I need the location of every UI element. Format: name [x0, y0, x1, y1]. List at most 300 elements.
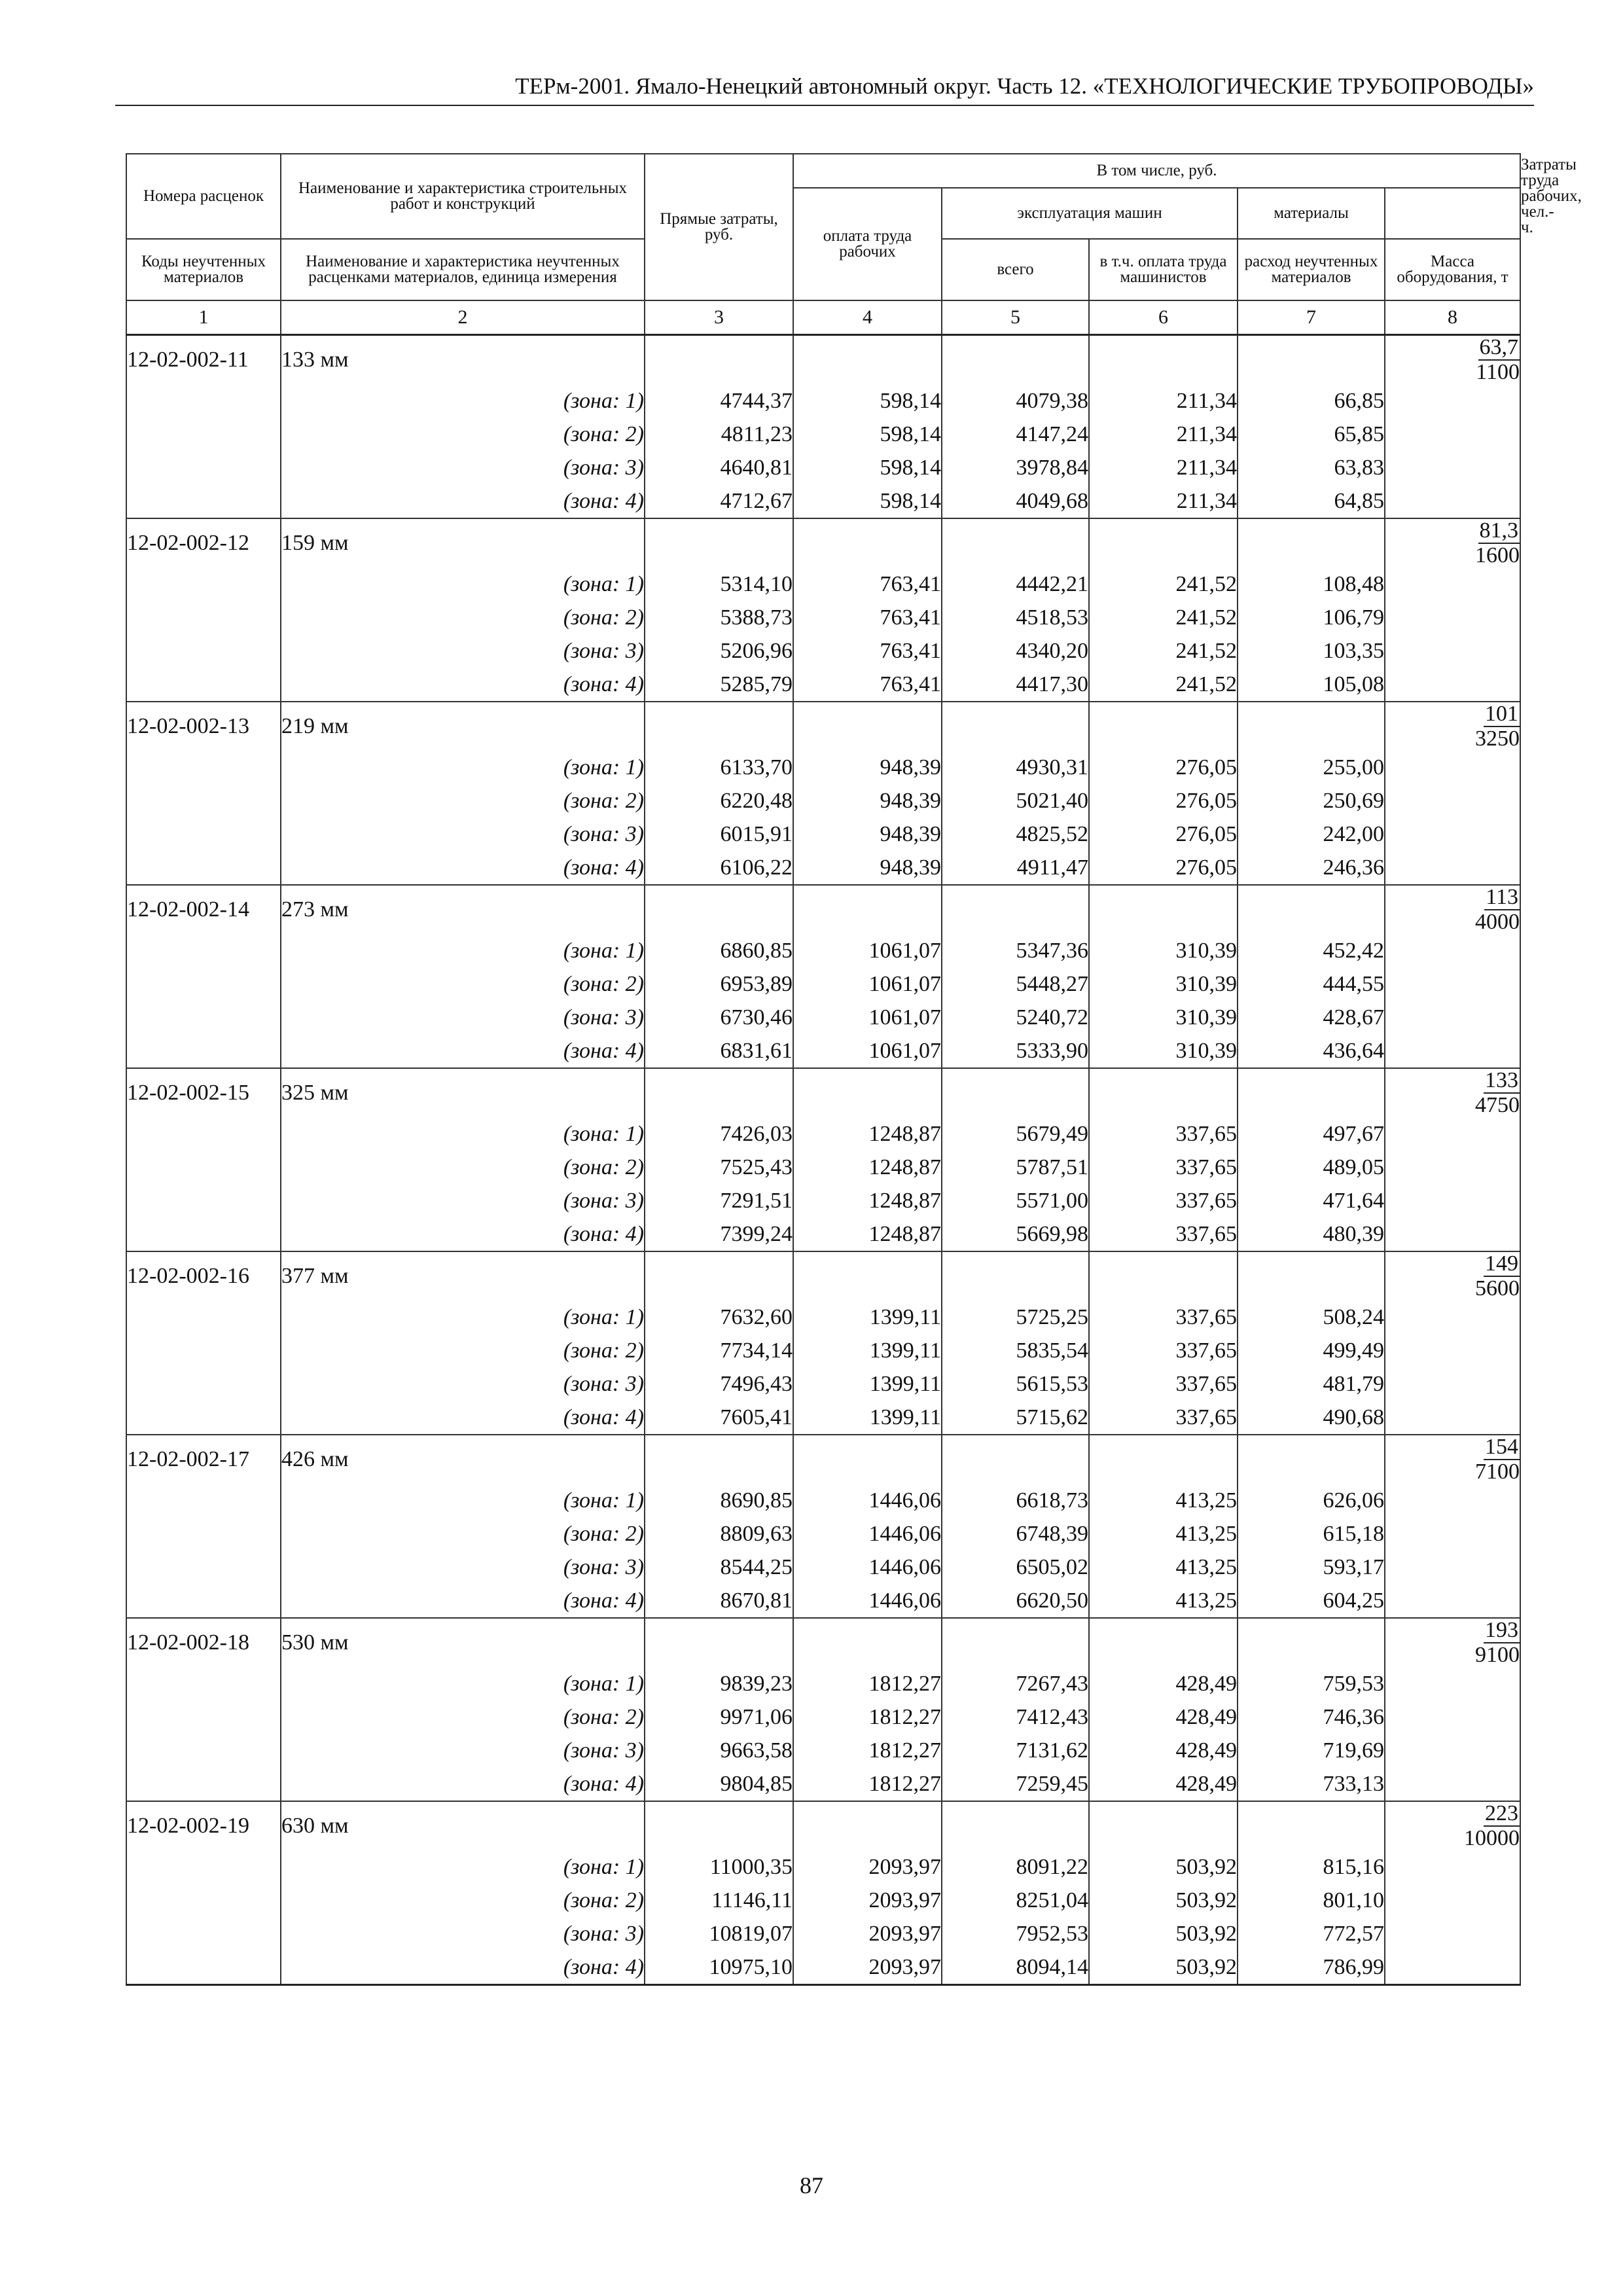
empty-cell: [1385, 1484, 1520, 1517]
empty-cell: [942, 885, 1089, 934]
empty-cell: [942, 518, 1089, 567]
zone-row: [126, 1884, 1520, 1917]
rate-title-row: [126, 1801, 1520, 1850]
empty-cell: [1385, 1734, 1520, 1767]
machines-total-value: 4049,68: [942, 484, 1089, 518]
empty-cell: [126, 1300, 281, 1334]
machines-total-value: 5835,54: [942, 1334, 1089, 1367]
empty-cell: [1238, 1435, 1385, 1484]
zone-label: (зона: 3): [281, 817, 645, 851]
rate-title-row: [126, 335, 1520, 385]
empty-cell: [793, 335, 942, 385]
pipe-diameter: 273 мм: [281, 885, 645, 934]
header-material-names: Наименование и характеристика неучтенных расценками материалов, единица измерения: [281, 239, 645, 300]
empty-cell: [126, 451, 281, 484]
empty-cell: [126, 1950, 281, 1985]
rate-title-row: [126, 1618, 1520, 1667]
machines-total-value: 5787,51: [942, 1151, 1089, 1184]
empty-cell: [942, 1435, 1089, 1484]
empty-cell: [1385, 1217, 1520, 1251]
machines-labor-value: 413,25: [1089, 1517, 1238, 1551]
empty-cell: [126, 1734, 281, 1767]
machines-total-value: 7952,53: [942, 1917, 1089, 1950]
column-number: 8: [1385, 300, 1520, 335]
machines-total-value: 5571,00: [942, 1184, 1089, 1217]
direct-costs-value: 6831,61: [645, 1034, 793, 1068]
labor-pay-value: 598,14: [793, 418, 942, 451]
pipe-diameter: 530 мм: [281, 1618, 645, 1667]
rate-title-row: [126, 702, 1520, 751]
pipe-diameter: 325 мм: [281, 1068, 645, 1117]
labor-pay-value: 1061,07: [793, 934, 942, 967]
empty-cell: [1238, 335, 1385, 385]
machines-labor-value: 211,34: [1089, 418, 1238, 451]
materials-value: 490,68: [1238, 1401, 1385, 1435]
direct-costs-value: 4744,37: [645, 384, 793, 418]
empty-cell: [126, 1401, 281, 1435]
machines-labor-value: 310,39: [1089, 1001, 1238, 1034]
direct-costs-value: 4640,81: [645, 451, 793, 484]
header-rate-numbers: Номера расценок: [126, 154, 281, 239]
zone-row: [126, 634, 1520, 668]
zone-label: (зона: 1): [281, 567, 645, 601]
empty-cell: [1089, 1618, 1238, 1667]
machines-total-value: 4518,53: [942, 601, 1089, 634]
empty-cell: [126, 751, 281, 784]
empty-cell: [1385, 451, 1520, 484]
zone-label: (зона: 1): [281, 1300, 645, 1334]
table-header: Номера расценок Наименование и характеристика строительных работ и конструкций Прямые затраты, руб. В том числе, руб. Затраты труда рабочих, чел.-ч. оплата труда рабочих эксплуатация машин материалы Коды неучтенных материалов Наименование и характеристика неучтенных расценками материалов, единица измерения всего в т.ч. оплата труда машинистов расход неучтенных материалов Масса оборудования, т 1 2 3 4 5 6 7 8: [126, 154, 1520, 335]
pipe-diameter: 630 мм: [281, 1801, 645, 1850]
machines-total-value: 5715,62: [942, 1401, 1089, 1435]
machines-labor-value: 337,65: [1089, 1117, 1238, 1151]
direct-costs-value: 7632,60: [645, 1300, 793, 1334]
materials-value: 481,79: [1238, 1367, 1385, 1401]
empty-cell: [126, 1517, 281, 1551]
empty-cell: [126, 1551, 281, 1584]
machines-labor-value: 413,25: [1089, 1484, 1238, 1517]
empty-cell: [1089, 1801, 1238, 1850]
labor-pay-value: 1812,27: [793, 1700, 942, 1734]
direct-costs-value: 4811,23: [645, 418, 793, 451]
zone-row: [126, 1401, 1520, 1435]
rate-code: 12-02-002-13: [126, 702, 281, 751]
empty-cell: [645, 1251, 793, 1300]
empty-cell: [1385, 1034, 1520, 1068]
direct-costs-value: 8690,85: [645, 1484, 793, 1517]
zone-row: [126, 1300, 1520, 1334]
machines-total-value: 4825,52: [942, 817, 1089, 851]
page-number: 87: [800, 2172, 823, 2198]
zone-row: [126, 1001, 1520, 1034]
rate-code: 12-02-002-18: [126, 1618, 281, 1667]
empty-cell: [1385, 851, 1520, 885]
machines-labor-value: 241,52: [1089, 567, 1238, 601]
rate-code: 12-02-002-14: [126, 885, 281, 934]
empty-cell: [1385, 1551, 1520, 1584]
empty-cell: [1238, 1251, 1385, 1300]
empty-cell: [1385, 1584, 1520, 1618]
machines-total-value: 4340,20: [942, 634, 1089, 668]
direct-costs-value: 7496,43: [645, 1367, 793, 1401]
labor-pay-value: 948,39: [793, 817, 942, 851]
zone-row: [126, 967, 1520, 1001]
zone-label: (зона: 4): [281, 1034, 645, 1068]
zone-row: [126, 851, 1520, 885]
empty-cell: [793, 518, 942, 567]
direct-costs-value: 6730,46: [645, 1001, 793, 1034]
labor-mass-fraction: [1385, 335, 1520, 385]
labor-pay-value: 1399,11: [793, 1300, 942, 1334]
zone-label: (зона: 2): [281, 967, 645, 1001]
zone-label: (зона: 2): [281, 1334, 645, 1367]
direct-costs-value: 7426,03: [645, 1117, 793, 1151]
equipment-mass-value: 9100: [1475, 1643, 1520, 1667]
empty-cell: [126, 851, 281, 885]
empty-cell: [1385, 484, 1520, 518]
empty-cell: [1385, 601, 1520, 634]
equipment-mass-value: 1600: [1475, 543, 1520, 567]
materials-value: 103,35: [1238, 634, 1385, 668]
rate-code: 12-02-002-19: [126, 1801, 281, 1850]
direct-costs-value: 11146,11: [645, 1884, 793, 1917]
empty-cell: [645, 1068, 793, 1117]
materials-value: 480,39: [1238, 1217, 1385, 1251]
empty-cell: [126, 817, 281, 851]
materials-value: 471,64: [1238, 1184, 1385, 1217]
zone-label: (зона: 4): [281, 1950, 645, 1985]
zone-label: (зона: 4): [281, 1401, 645, 1435]
header-machines: эксплуатация машин: [942, 188, 1238, 239]
direct-costs-value: 5314,10: [645, 567, 793, 601]
empty-cell: [942, 1068, 1089, 1117]
machines-labor-value: 337,65: [1089, 1184, 1238, 1217]
empty-cell: [645, 1801, 793, 1850]
direct-costs-value: 6106,22: [645, 851, 793, 885]
direct-costs-value: 7734,14: [645, 1334, 793, 1367]
machines-labor-value: 276,05: [1089, 817, 1238, 851]
labor-pay-value: 1061,07: [793, 1001, 942, 1034]
labor-pay-value: 598,14: [793, 384, 942, 418]
labor-pay-value: 1248,87: [793, 1117, 942, 1151]
direct-costs-value: 6015,91: [645, 817, 793, 851]
labor-pay-value: 1446,06: [793, 1551, 942, 1584]
empty-cell: [126, 668, 281, 702]
direct-costs-value: 6220,48: [645, 784, 793, 817]
zone-label: (зона: 1): [281, 1667, 645, 1700]
empty-cell: [1238, 1801, 1385, 1850]
empty-cell: [645, 885, 793, 934]
empty-cell: [645, 1435, 793, 1484]
machines-labor-value: 413,25: [1089, 1584, 1238, 1618]
empty-cell: [126, 1034, 281, 1068]
machines-total-value: 3978,84: [942, 451, 1089, 484]
empty-cell: [793, 1618, 942, 1667]
zone-row: [126, 1034, 1520, 1068]
zone-row: [126, 1667, 1520, 1700]
equipment-mass-value: 4000: [1475, 910, 1520, 934]
empty-cell: [942, 335, 1089, 385]
zone-label: (зона: 3): [281, 1551, 645, 1584]
empty-cell: [1385, 1117, 1520, 1151]
rate-code: 12-02-002-16: [126, 1251, 281, 1300]
empty-cell: [1385, 668, 1520, 702]
running-header: ТЕРм-2001. Ямало-Ненецкий автономный округ. Часть 12. «ТЕХНОЛОГИЧЕСКИЕ ТРУБОПРОВОДЫ»: [515, 73, 1534, 99]
zone-label: (зона: 2): [281, 418, 645, 451]
machines-labor-value: 241,52: [1089, 601, 1238, 634]
empty-cell: [1385, 1334, 1520, 1367]
zone-row: [126, 1367, 1520, 1401]
empty-cell: [1089, 885, 1238, 934]
machines-total-value: 6748,39: [942, 1517, 1089, 1551]
machines-total-value: 5021,40: [942, 784, 1089, 817]
direct-costs-value: 10975,10: [645, 1950, 793, 1985]
zone-row: [126, 1484, 1520, 1517]
header-work-name: Наименование и характеристика строительных работ и конструкций: [281, 154, 645, 239]
column-number: 5: [942, 300, 1089, 335]
direct-costs-value: 9839,23: [645, 1667, 793, 1700]
zone-row: [126, 1584, 1520, 1618]
materials-value: 444,55: [1238, 967, 1385, 1001]
header-machines-total: всего: [942, 239, 1089, 300]
machines-total-value: 5347,36: [942, 934, 1089, 967]
empty-cell: [1385, 1950, 1520, 1985]
column-number: 6: [1089, 300, 1238, 335]
zone-row: [126, 1151, 1520, 1184]
zone-row: [126, 1700, 1520, 1734]
empty-cell: [1238, 702, 1385, 751]
materials-value: 65,85: [1238, 418, 1385, 451]
machines-total-value: 4930,31: [942, 751, 1089, 784]
direct-costs-value: 9663,58: [645, 1734, 793, 1767]
machines-total-value: 5448,27: [942, 967, 1089, 1001]
empty-cell: [1385, 934, 1520, 967]
direct-costs-value: 9804,85: [645, 1767, 793, 1801]
direct-costs-value: 11000,35: [645, 1850, 793, 1884]
empty-cell: [126, 1584, 281, 1618]
labor-pay-value: 598,14: [793, 484, 942, 518]
zone-label: (зона: 2): [281, 601, 645, 634]
zone-label: (зона: 2): [281, 1151, 645, 1184]
labor-pay-value: 1446,06: [793, 1484, 942, 1517]
materials-value: 452,42: [1238, 934, 1385, 967]
labor-pay-value: 1446,06: [793, 1517, 942, 1551]
rate-title-row: [126, 1251, 1520, 1300]
zone-label: (зона: 1): [281, 934, 645, 967]
direct-costs-value: 6860,85: [645, 934, 793, 967]
direct-costs-value: 8544,25: [645, 1551, 793, 1584]
materials-value: 63,83: [1238, 451, 1385, 484]
zone-row: [126, 1517, 1520, 1551]
machines-total-value: 5679,49: [942, 1117, 1089, 1151]
empty-cell: [1385, 1700, 1520, 1734]
header-material-codes: Коды неучтенных материалов: [126, 239, 281, 300]
machines-labor-value: 337,65: [1089, 1367, 1238, 1401]
empty-cell: [1385, 384, 1520, 418]
empty-cell: [126, 1334, 281, 1367]
rate-code: 12-02-002-12: [126, 518, 281, 567]
labor-costs-value: 133: [1485, 1068, 1519, 1092]
labor-pay-value: 1446,06: [793, 1584, 942, 1618]
empty-cell: [793, 702, 942, 751]
materials-value: 719,69: [1238, 1734, 1385, 1767]
labor-costs-value: 63,7: [1479, 335, 1519, 359]
rate-title-row: [126, 518, 1520, 567]
equipment-mass-value: 3250: [1475, 726, 1520, 751]
equipment-mass-value: 1100: [1476, 360, 1520, 384]
header-rule: [115, 105, 1534, 106]
header-including: В том числе, руб.: [793, 154, 1520, 188]
direct-costs-value: 7291,51: [645, 1184, 793, 1217]
column-number: 7: [1238, 300, 1385, 335]
labor-pay-value: 1248,87: [793, 1217, 942, 1251]
direct-costs-value: 5285,79: [645, 668, 793, 702]
materials-value: 815,16: [1238, 1850, 1385, 1884]
pipe-diameter: 377 мм: [281, 1251, 645, 1300]
machines-labor-value: 211,34: [1089, 484, 1238, 518]
empty-cell: [1385, 418, 1520, 451]
zone-row: [126, 567, 1520, 601]
machines-labor-value: 337,65: [1089, 1300, 1238, 1334]
materials-value: 593,17: [1238, 1551, 1385, 1584]
empty-cell: [645, 335, 793, 385]
labor-mass-fraction: [1385, 885, 1520, 934]
empty-cell: [126, 1700, 281, 1734]
machines-labor-value: 337,65: [1089, 1217, 1238, 1251]
zone-row: [126, 384, 1520, 418]
direct-costs-value: 6953,89: [645, 967, 793, 1001]
header-materials-usage: расход неучтенных материалов: [1238, 239, 1385, 300]
machines-labor-value: 276,05: [1089, 784, 1238, 817]
empty-cell: [1089, 1251, 1238, 1300]
zone-row: [126, 751, 1520, 784]
zone-label: (зона: 3): [281, 451, 645, 484]
materials-value: 108,48: [1238, 567, 1385, 601]
zone-label: (зона: 3): [281, 1367, 645, 1401]
machines-total-value: 7131,62: [942, 1734, 1089, 1767]
materials-value: 786,99: [1238, 1950, 1385, 1985]
zone-row: [126, 1551, 1520, 1584]
empty-cell: [1385, 784, 1520, 817]
empty-cell: [942, 1801, 1089, 1850]
empty-cell: [1385, 1001, 1520, 1034]
machines-total-value: 7259,45: [942, 1767, 1089, 1801]
labor-costs-value: 81,3: [1479, 518, 1519, 543]
direct-costs-value: 7399,24: [645, 1217, 793, 1251]
labor-pay-value: 763,41: [793, 634, 942, 668]
machines-labor-value: 211,34: [1089, 384, 1238, 418]
machines-labor-value: 276,05: [1089, 851, 1238, 885]
machines-labor-value: 428,49: [1089, 1700, 1238, 1734]
labor-pay-value: 1399,11: [793, 1401, 942, 1435]
labor-pay-value: 1061,07: [793, 967, 942, 1001]
direct-costs-value: 7605,41: [645, 1401, 793, 1435]
labor-mass-fraction: [1385, 518, 1520, 567]
zone-label: (зона: 4): [281, 1767, 645, 1801]
zone-row: [126, 1117, 1520, 1151]
machines-total-value: 4911,47: [942, 851, 1089, 885]
materials-value: 66,85: [1238, 384, 1385, 418]
empty-cell: [1385, 1850, 1520, 1884]
machines-labor-value: 337,65: [1089, 1151, 1238, 1184]
machines-labor-value: 241,52: [1089, 634, 1238, 668]
rate-code: 12-02-002-15: [126, 1068, 281, 1117]
labor-pay-value: 2093,97: [793, 1917, 942, 1950]
empty-cell: [1385, 751, 1520, 784]
labor-costs-value: 223: [1485, 1801, 1519, 1825]
labor-mass-fraction: [1385, 1435, 1520, 1484]
empty-cell: [793, 885, 942, 934]
zone-row: [126, 1734, 1520, 1767]
zone-label: (зона: 2): [281, 784, 645, 817]
empty-cell: [1385, 567, 1520, 601]
pipe-diameter: 219 мм: [281, 702, 645, 751]
equipment-mass-value: 4750: [1475, 1093, 1520, 1117]
zone-row: [126, 1767, 1520, 1801]
zone-label: (зона: 1): [281, 1850, 645, 1884]
rate-title-row: [126, 885, 1520, 934]
zone-label: (зона: 4): [281, 1217, 645, 1251]
labor-costs-value: 149: [1485, 1251, 1519, 1276]
materials-value: 801,10: [1238, 1884, 1385, 1917]
empty-cell: [645, 1618, 793, 1667]
empty-cell: [126, 567, 281, 601]
materials-value: 604,25: [1238, 1584, 1385, 1618]
empty-cell: [1385, 1884, 1520, 1917]
machines-total-value: 6618,73: [942, 1484, 1089, 1517]
zone-row: [126, 668, 1520, 702]
labor-pay-value: 2093,97: [793, 1950, 942, 1985]
zone-row: [126, 1850, 1520, 1884]
direct-costs-value: 10819,07: [645, 1917, 793, 1950]
materials-value: 733,13: [1238, 1767, 1385, 1801]
labor-pay-value: 948,39: [793, 751, 942, 784]
empty-cell: [942, 1251, 1089, 1300]
empty-cell: [126, 1484, 281, 1517]
column-number: 1: [126, 300, 281, 335]
zone-row: [126, 1917, 1520, 1950]
header-equipment-mass: Масса оборудования, т: [1385, 239, 1520, 300]
table-body: [126, 335, 1520, 1985]
labor-mass-fraction: [1385, 1801, 1520, 1850]
zone-label: (зона: 3): [281, 1734, 645, 1767]
labor-pay-value: 1248,87: [793, 1151, 942, 1184]
machines-labor-value: 503,92: [1089, 1950, 1238, 1985]
empty-cell: [1089, 1068, 1238, 1117]
empty-cell: [126, 1151, 281, 1184]
labor-costs-value: 101: [1485, 702, 1519, 726]
machines-total-value: 6505,02: [942, 1551, 1089, 1584]
labor-pay-value: 763,41: [793, 567, 942, 601]
labor-pay-value: 1248,87: [793, 1184, 942, 1217]
zone-label: (зона: 4): [281, 851, 645, 885]
direct-costs-value: 8670,81: [645, 1584, 793, 1618]
empty-cell: [1089, 1435, 1238, 1484]
zone-label: (зона: 1): [281, 751, 645, 784]
machines-total-value: 7267,43: [942, 1667, 1089, 1700]
column-number: 3: [645, 300, 793, 335]
empty-cell: [793, 1435, 942, 1484]
machines-total-value: 4079,38: [942, 384, 1089, 418]
machines-labor-value: 310,39: [1089, 1034, 1238, 1068]
header-direct-costs: Прямые затраты, руб.: [645, 154, 793, 300]
materials-value: 615,18: [1238, 1517, 1385, 1551]
zone-label: (зона: 3): [281, 1184, 645, 1217]
empty-cell: [126, 1001, 281, 1034]
pipe-diameter: 426 мм: [281, 1435, 645, 1484]
empty-cell: [126, 784, 281, 817]
empty-cell: [126, 1667, 281, 1700]
